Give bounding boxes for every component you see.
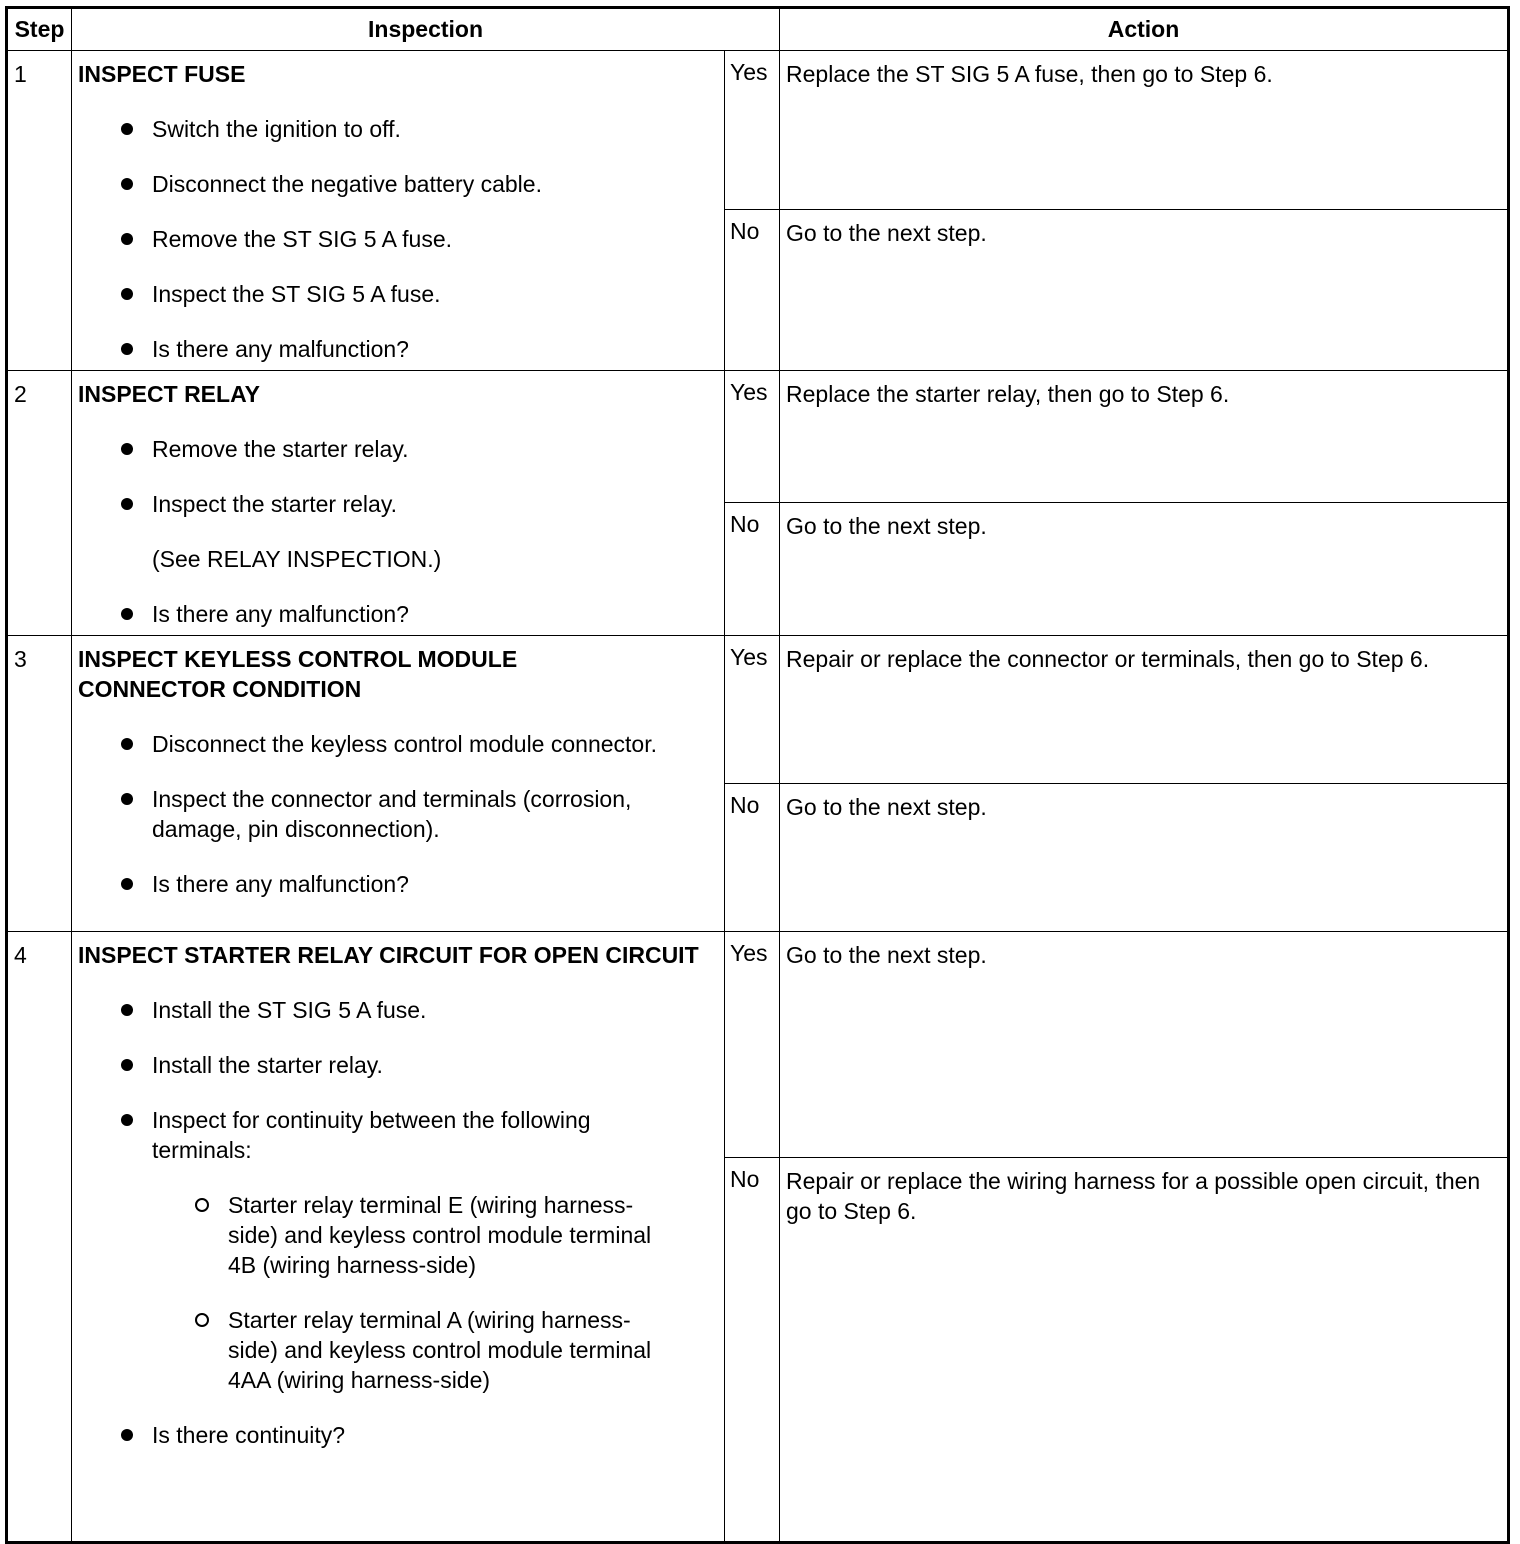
bullet-icon (121, 443, 133, 455)
no-action: Go to the next step. (780, 210, 1509, 371)
bullet-text: Disconnect the keyless control module connector. (152, 731, 657, 757)
bullet-icon (121, 343, 133, 355)
bullet-icon (121, 738, 133, 750)
bullet-icon (121, 1429, 133, 1441)
list-item (78, 729, 718, 759)
bullet-icon (121, 288, 133, 300)
bullet-list (78, 114, 718, 364)
list-item (78, 334, 718, 364)
list-item (78, 1105, 718, 1395)
step-number: 3 (7, 636, 72, 932)
yes-label: Yes (725, 932, 780, 1158)
table-row (7, 932, 1509, 1158)
inspection-cell (72, 371, 725, 636)
bullet-text: Install the ST SIG 5 A fuse. (152, 997, 427, 1023)
bullet-icon (121, 608, 133, 620)
no-action: Repair or replace the wiring harness for a possible open circuit, then go to Step 6. (780, 1158, 1509, 1543)
yes-action: Replace the ST SIG 5 A fuse, then go to Step 6. (780, 51, 1509, 210)
list-item (78, 114, 718, 144)
yes-action: Go to the next step. (780, 932, 1509, 1158)
bullet-text: Is there any malfunction? (152, 601, 409, 627)
reference-note: (See RELAY INSPECTION.) (152, 546, 442, 572)
list-item (78, 995, 718, 1025)
bullet-list (78, 599, 718, 629)
yes-action: Replace the starter relay, then go to Step 6. (780, 371, 1509, 503)
yes-label: Yes (725, 636, 780, 784)
sub-list-item (78, 1305, 668, 1395)
bullet-text: Is there any malfunction? (152, 871, 409, 897)
table-row (7, 371, 1509, 503)
inspection-cell (72, 932, 725, 1543)
list-item (78, 169, 718, 199)
bullet-icon (121, 233, 133, 245)
bullet-icon (121, 793, 133, 805)
bullet-icon (121, 498, 133, 510)
bullet-text: Remove the ST SIG 5 A fuse. (152, 226, 453, 252)
bullet-list (78, 995, 718, 1450)
no-action: Go to the next step. (780, 502, 1509, 635)
bullet-text: Inspect for continuity between the following terminals: (152, 1107, 591, 1163)
no-label: No (725, 784, 780, 932)
step-title: INSPECT RELAY (78, 381, 260, 407)
bullet-icon (121, 1114, 133, 1126)
no-label: No (725, 210, 780, 371)
step-title: INSPECT STARTER RELAY CIRCUIT FOR OPEN CIRCUIT (78, 942, 699, 968)
step-header: Step (7, 8, 72, 51)
list-item (78, 599, 718, 629)
sub-bullet-text: Starter relay terminal E (wiring harness-side) and keyless control module terminal 4B (wiring harness-side) (228, 1192, 652, 1278)
bullet-text: Inspect the ST SIG 5 A fuse. (152, 281, 441, 307)
table-row (7, 51, 1509, 210)
list-item (78, 869, 718, 899)
step-title: INSPECT FUSE (78, 61, 246, 87)
list-item (78, 279, 718, 309)
no-label: No (725, 502, 780, 635)
bullet-icon (121, 878, 133, 890)
action-header: Action (780, 8, 1509, 51)
inspection-cell (72, 636, 725, 932)
bullet-text: Inspect the connector and terminals (corrosion, damage, pin disconnection). (152, 786, 632, 842)
bullet-text: Inspect the starter relay. (152, 491, 398, 517)
header-row (7, 8, 1509, 51)
diagnostic-table (5, 6, 1510, 1544)
no-label: No (725, 1158, 780, 1543)
step-number: 4 (7, 932, 72, 1543)
bullet-icon (121, 123, 133, 135)
sub-bullet-text: Starter relay terminal A (wiring harness-side) and keyless control module terminal 4AA (wiring harness-side) (228, 1307, 652, 1393)
yes-action: Repair or replace the connector or terminals, then go to Step 6. (780, 636, 1509, 784)
yes-label: Yes (725, 51, 780, 210)
list-item (78, 1050, 718, 1080)
yes-label: Yes (725, 371, 780, 503)
bullet-text: Disconnect the negative battery cable. (152, 171, 542, 197)
sub-bullet-icon (195, 1313, 209, 1327)
bullet-icon (121, 178, 133, 190)
step-number: 2 (7, 371, 72, 636)
bullet-list (78, 729, 718, 899)
step-number: 1 (7, 51, 72, 371)
list-item (78, 1420, 718, 1450)
list-item (78, 434, 718, 464)
table-row (7, 636, 1509, 784)
bullet-icon (121, 1059, 133, 1071)
inspection-header: Inspection (72, 8, 780, 51)
bullet-icon (121, 1004, 133, 1016)
sub-list-item (78, 1190, 668, 1280)
list-item (78, 489, 718, 519)
sub-bullet-icon (195, 1198, 209, 1212)
bullet-text: Is there any malfunction? (152, 336, 409, 362)
bullet-text: Is there continuity? (152, 1422, 346, 1448)
sub-bullet-list (78, 1190, 668, 1395)
no-action: Go to the next step. (780, 784, 1509, 932)
bullet-text: Install the starter relay. (152, 1052, 383, 1078)
bullet-list (78, 434, 718, 519)
inspection-cell (72, 51, 725, 371)
list-item (78, 784, 718, 844)
bullet-text: Remove the starter relay. (152, 436, 409, 462)
bullet-text: Switch the ignition to off. (152, 116, 401, 142)
list-item (78, 224, 718, 254)
step-title: INSPECT KEYLESS CONTROL MODULE CONNECTOR CONDITION (78, 646, 518, 702)
